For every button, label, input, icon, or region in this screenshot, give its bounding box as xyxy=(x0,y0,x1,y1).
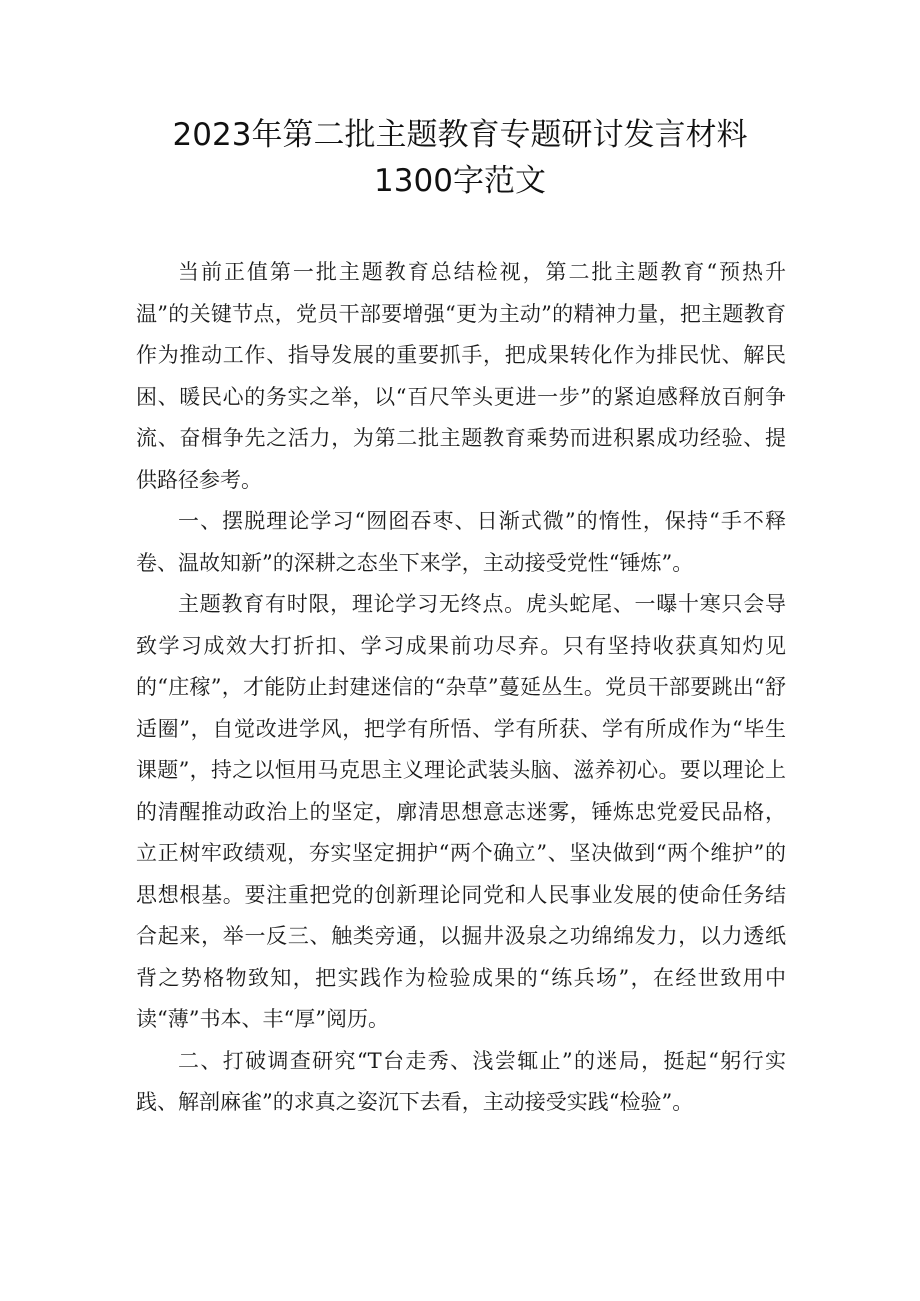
section-heading-2: 二、打破调查研究“T台走秀、浅尝辄止”的迷局，挺起“躬行实践、解剖麻雀”的求真之姿沉下去看，主动接受实践“检验”。 xyxy=(136,1048,786,1114)
title-line-1: 2023年第二批主题教育专题研讨发言材料 xyxy=(172,117,748,153)
paragraph-intro: 当前正值第一批主题教育总结检视，第二批主题教育“预热升温”的关键节点，党员干部要增强“更为主动”的精神力量，把主题教育作为推动工作、指导发展的重要抓手，把成果转化作为排民忧、解民困、暖民心的务实之举，以“百尺竿头更进一步”的紧迫感释放百舸争流、奋楫争先之活力，为第二批主题教育乘势而进积累成功经验、提供路径参考。 xyxy=(136,260,786,492)
paragraph-section-1: 主题教育有时限，理论学习无终点。虎头蛇尾、一曝十寒只会导致学习成效大打折扣、学习成果前功尽弃。只有坚持收获真知灼见的“庄稼”，才能防止封建迷信的“杂草”蔓延丛生。党员干部要跳出“舒适圈”，自觉改进学风，把学有所悟、学有所获、学有所成作为“毕生课题”，持之以恒用马克思主义理论武装头脑、滋养初心。要以理论上的清醒推动政治上的坚定，廓清思想意志迷雾，锤炼忠党爱民品格，立正树牢政绩观，夯实坚定拥护“两个确立”、坚决做到“两个维护”的思想根基。要注重把党的创新理论同党和人民事业发展的使命任务结合起来，举一反三、触类旁通，以掘井汲泉之功绵绵发力，以力透纸背之势格物致知，把实践作为检验成果的“练兵场”，在经世致用中读“薄”书本、丰“厚”阅历。 xyxy=(136,592,786,1031)
document-body xyxy=(136,252,786,1124)
section-heading-1: 一、摆脱理论学习“囫囵吞枣、日渐式微”的惰性，保持“手不释卷、温故知新”的深耕之态坐下来学，主动接受党性“锤炼”。 xyxy=(136,509,786,575)
document-title xyxy=(100,112,820,204)
title-line-2: 1300字范文 xyxy=(374,163,546,199)
